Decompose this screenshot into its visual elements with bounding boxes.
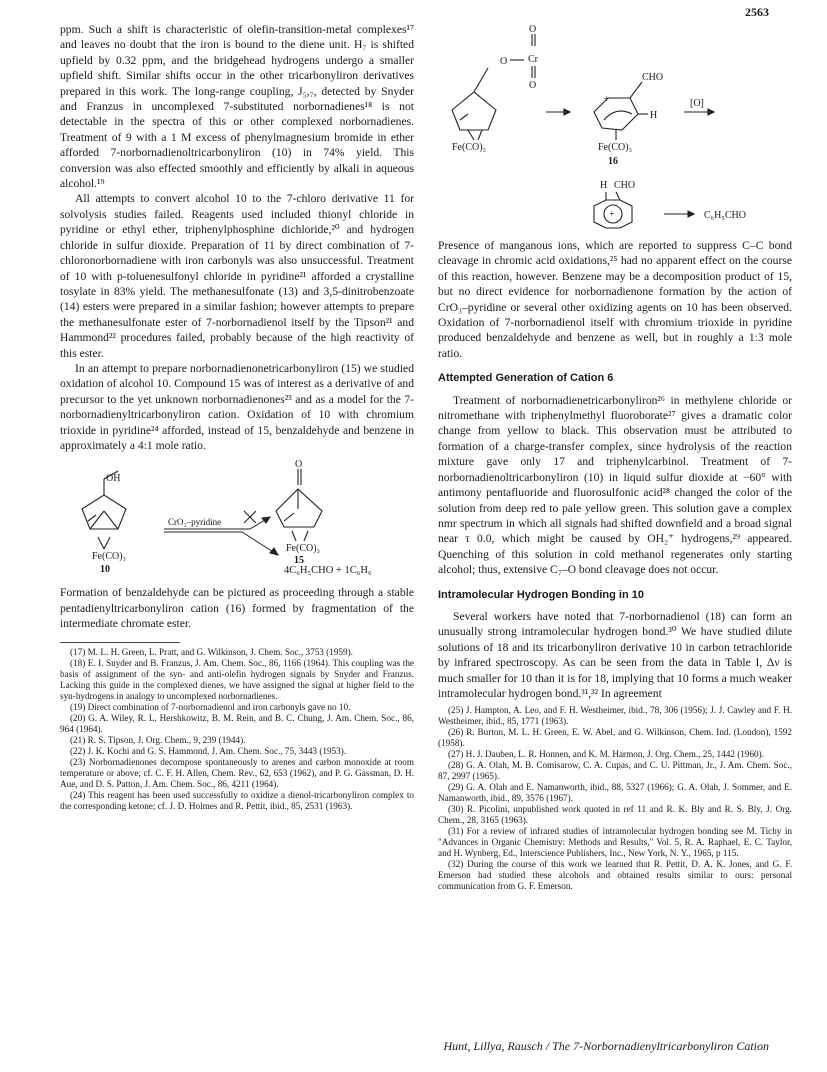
compound-number-15: 15 <box>294 555 304 567</box>
section-heading: Attempted Generation of Cation 6 <box>438 372 614 385</box>
cho-label: CHO <box>642 72 664 83</box>
paragraph: Treatment of norbornadienetricarbonyliron²⁶ in methylene chloride or nitromethane with triphenylmethyl fluoroborate²⁷ gives a dramatic color change from yellow to black. This observation must be attributed to formation of a charge-transfer complex, since hydrolysis of the reaction mixture gave only 17 and triphenylcarbinol. Treatment of 7-norbornadienoltricarbonyliron (10) in liquid sulfur dioxide at −60° with antimony pentafluoride and fluorosulfonic acid²⁸ changed the color of the solution from deep red to pale yellow green. This solution gave a complex nmr spectrum in which all signals had shifted downfield and a broad signal near τ 0.0, which might be caused by OH₂⁺ hydrogens,²⁹ appeared. Quenching of this solution in cold methanol regenerates only starting alcohol; thus, extensive C₇–O bond cleavage does not occur. <box>438 393 792 577</box>
reaction-scheme-oxidation <box>60 459 414 577</box>
chromate-o-left: O <box>500 56 508 67</box>
products-label: 4C₆H₅CHO + 1C₆H₆ <box>284 565 372 577</box>
paragraph: Presence of manganous ions, which are reported to suppress C–C bond cleavage in chromic acid oxidations,²⁵ had no apparent effect on the course of this reaction, however. Benzene may be a decomposition product of 15, but no direct evidence for norbornadienone formation by the action of CrO₃–pyridine or several other oxidizing agents on 10 has been observed. Oxidation of 7-norbornadienol itself with chromium trioxide in pyridine produced benzaldehyde and benzene as well, but in roughly a 1:3 mole ratio. <box>438 239 792 360</box>
footnote: (28) G. A. Olah, M. B. Comisarow, C. A. Cupas, and C. U. Pittman, Jr., J. Am. Chem. Soc., 87, 2997 (1965). <box>438 760 792 782</box>
footnote: (21) R. S. Tipson, J. Org. Chem., 9, 239 (1944). <box>70 734 246 745</box>
footnote: (27) H. J. Dauben, L. R. Honnen, and K. M. Harmon, J. Org. Chem., 25, 1442 (1960). <box>448 749 764 760</box>
right-column <box>438 22 792 892</box>
h-label: H <box>600 180 608 191</box>
chromate-o-bottom: O <box>529 80 537 91</box>
footnote: (25) J. Hampton, A. Leo, and F. H. Westheimer, ibid., 78, 306 (1956); J. J. Cawley and F. H. Westheimer, ibid., 85, 1771 (1963). <box>438 705 792 727</box>
footnote-divider <box>60 642 180 643</box>
fe-co3-label: Fe(CO)₃ <box>92 551 127 563</box>
cation-plus: + <box>604 94 610 105</box>
fe-co3-label: Fe(CO)₃ <box>598 142 633 153</box>
h-label: H <box>650 110 658 121</box>
footnotes-left <box>60 647 414 812</box>
paragraph: All attempts to convert alcohol 10 to the 7-chloro derivative 11 for solvolysis studies failed. Reagents used included thionyl chloride in pyridine or ethyl ether, triphenylphosphine dichloride,²⁰ and hydrogen chloride in sulfur dioxide. Preparation of 11 by direct combination of 7-chloronorbornadiene with iron carbonyls was also unsuccessful. Treatment of 10 with p-toluenesulfonyl chloride in pyridine²¹ afforded a crystalline tosylate in 83% yield. The methanesulfonate (13) and 3,5-dinitrobenzoate (14) esters were prepared in a similar fashion; however attempts to prepare the methanesulfonate ester of 7-norbornadienol itself by the Tipson²¹ and Hammond²² procedures failed, probably because of the high reactivity of this ester. <box>60 192 414 360</box>
footnotes-right <box>438 705 792 892</box>
ring-plus: + <box>609 209 615 220</box>
footnote: (23) Norbornadienones decompose spontaneously to arenes and carbon monoxide at room temperature or above; cf. C. F. H. Allen, Chem. Rev., 62, 653 (1962), and P. G. Gassman, D. H. Aue, and D. S. Patton, J. Am. Chem. Soc., 86, 4211 (1964). <box>60 756 414 789</box>
reagent-label: CrO₃–pyridine <box>168 517 222 528</box>
footnote: (18) E. I. Snyder and B. Franzus, J. Am. Chem. Soc., 86, 1166 (1964). This coupling was the basis of assignment of the syn- and anti-olefin hydrogen signals by Snyder and Franzus. Lacking this guide in the complexed dienes, we have assigned the signal at higher field to the syn-hydrogens in analogy to uncomplexed norbornadienes. <box>60 657 414 701</box>
footnote: (29) G. A. Olah and E. Namanworth, ibid., 88, 5327 (1966); G. A. Olah, J. Sommer, and E. Namanworth, ibid., 89, 3576 (1967). <box>438 782 792 804</box>
running-footer: Hunt, Lillya, Rausch / The 7-Norbornadienyltricarbonyliron Cation <box>443 1039 769 1053</box>
fe-co3-label: Fe(CO)₃ <box>286 543 321 555</box>
footnote: (31) For a review of infrared studies of intramolecular hydrogen bonding see M. Tichy in "Advances in Organic Chemistry: Methods and Results," Vol. 5, R. A. Raphael, E. C. Taylor, and H. Wynberg, Ed., Interscience Publishers, Inc., New York, N. Y., 1965, p 115. <box>438 826 792 859</box>
footnote: (24) This reagent has been used successfully to oxidize a dienol-tricarbonyliron complex to the corresponding ketone; cf. J. D. Holmes and R. Pettit, ibid., 85, 2531 (1963). <box>60 789 414 811</box>
paragraph: ppm. Such a shift is characteristic of olefin-transition-metal complexes¹⁷ and leaves no doubt that the iron is bound to the diene unit. H₇ is shifted upfield by 0.32 ppm, and the bridgehead hydrogens undergo a smaller upfield shift. Similar shifts occur in the other tricarbonyliron derivatives prepared in this work. The long-range coupling, J₅,₇, detected by Snyder and Franzus in uncomplexed 7-substituted norbornadienes¹⁸ is not detectable in the spectra of this or other complexed norbornadienes. Treatment of 9 with a 1 M excess of phenylmagnesium bromide in ether afforded 7-norbornadienoltricarbonyliron (10) in 74% yield. This conversion was also effected smoothly and efficiently by alkali in aqueous alcohol.¹⁹ <box>60 23 414 191</box>
footnote: (17) M. L. H. Green, L. Pratt, and G. Wilkinson, J. Chem. Soc., 3753 (1959). <box>70 646 353 657</box>
left-column <box>60 22 414 812</box>
fe-co3-label: Fe(CO)₃ <box>452 142 487 153</box>
oxidation-label: [O] <box>690 98 704 109</box>
footnote: (19) Direct combination of 7-norbornadienol and iron carbonyls gave no 10. <box>70 701 351 712</box>
reaction-scheme-product <box>438 178 792 232</box>
cho-label: CHO <box>614 180 636 191</box>
section-heading: Intramolecular Hydrogen Bonding in 10 <box>438 588 644 601</box>
paragraph: Formation of benzaldehyde can be pictured as proceeding through a stable pentadienyltricarbonyliron cation (16) formed by fragmentation of the intermediate chromate ester. <box>60 586 414 631</box>
footnote: (20) G. A. Wiley, R. L. Hershkowitz, B. M. Rein, and B. C. Chung, J. Am. Chem. Soc., 86, 964 (1964). <box>60 712 414 734</box>
benzaldehyde-label: C₆H₅CHO <box>704 210 746 221</box>
compound-number-10: 10 <box>100 564 110 576</box>
reaction-scheme-fragmentation <box>438 22 792 170</box>
paragraph: Several workers have noted that 7-norbornadienol (18) can form an unusually strong intramolecular hydrogen bond.³⁰ We have studied dilute solutions of 18 and its tricarbonyliron derivative 10 in carbon tetrachloride by infrared spectroscopy. As can be seen from the data in Table I, Δν is much smaller for 10 than it is for 18, implying that 10 forms a much weaker intramolecular hydrogen bond.³¹,³² In agreement <box>438 609 792 700</box>
footnote: (32) During the course of this work we learned that R. Pettit, D. A. K. Jones, and G. F. Emerson had studied these alcohols and obtained results similar to ours: personal communication from G. F. Emerson. <box>438 859 792 892</box>
chromium-label: Cr <box>528 54 538 65</box>
footnote: (30) R. Picolini, unpublished work quoted in ref 11 and R. K. Bly and R. S. Bly, J. Org. Chem., 28, 3165 (1963). <box>438 804 792 826</box>
oh-label: OH <box>106 473 121 485</box>
page-number: 2563 <box>745 5 769 19</box>
ketone-o-label: O <box>295 459 303 471</box>
compound-number-16: 16 <box>608 156 618 167</box>
footnote: (26) R. Burton, M. L. H. Green, E. W. Abel, and G. Wilkinson, Chem. Ind. (London), 1592 (1958). <box>438 727 792 749</box>
paragraph: In an attempt to prepare norbornadienonetricarbonyliron (15) we studied oxidation of alcohol 10. Compound 15 was of interest as a derivative of and precursor to the yet unknown norbornadienones²³ and as a model for the 7-norbornadienyltricarbonyliron cation. Oxidation of 10 with chromium trioxide in pyridine²⁴ afforded, instead of 15, benzaldehyde and benzene in approximately a 4:1 mole ratio. <box>60 361 414 452</box>
footnote: (22) J. K. Kochi and G. S. Hammond, J. Am. Chem. Soc., 75, 3443 (1953). <box>70 745 347 756</box>
chromate-o-top: O <box>529 24 537 35</box>
